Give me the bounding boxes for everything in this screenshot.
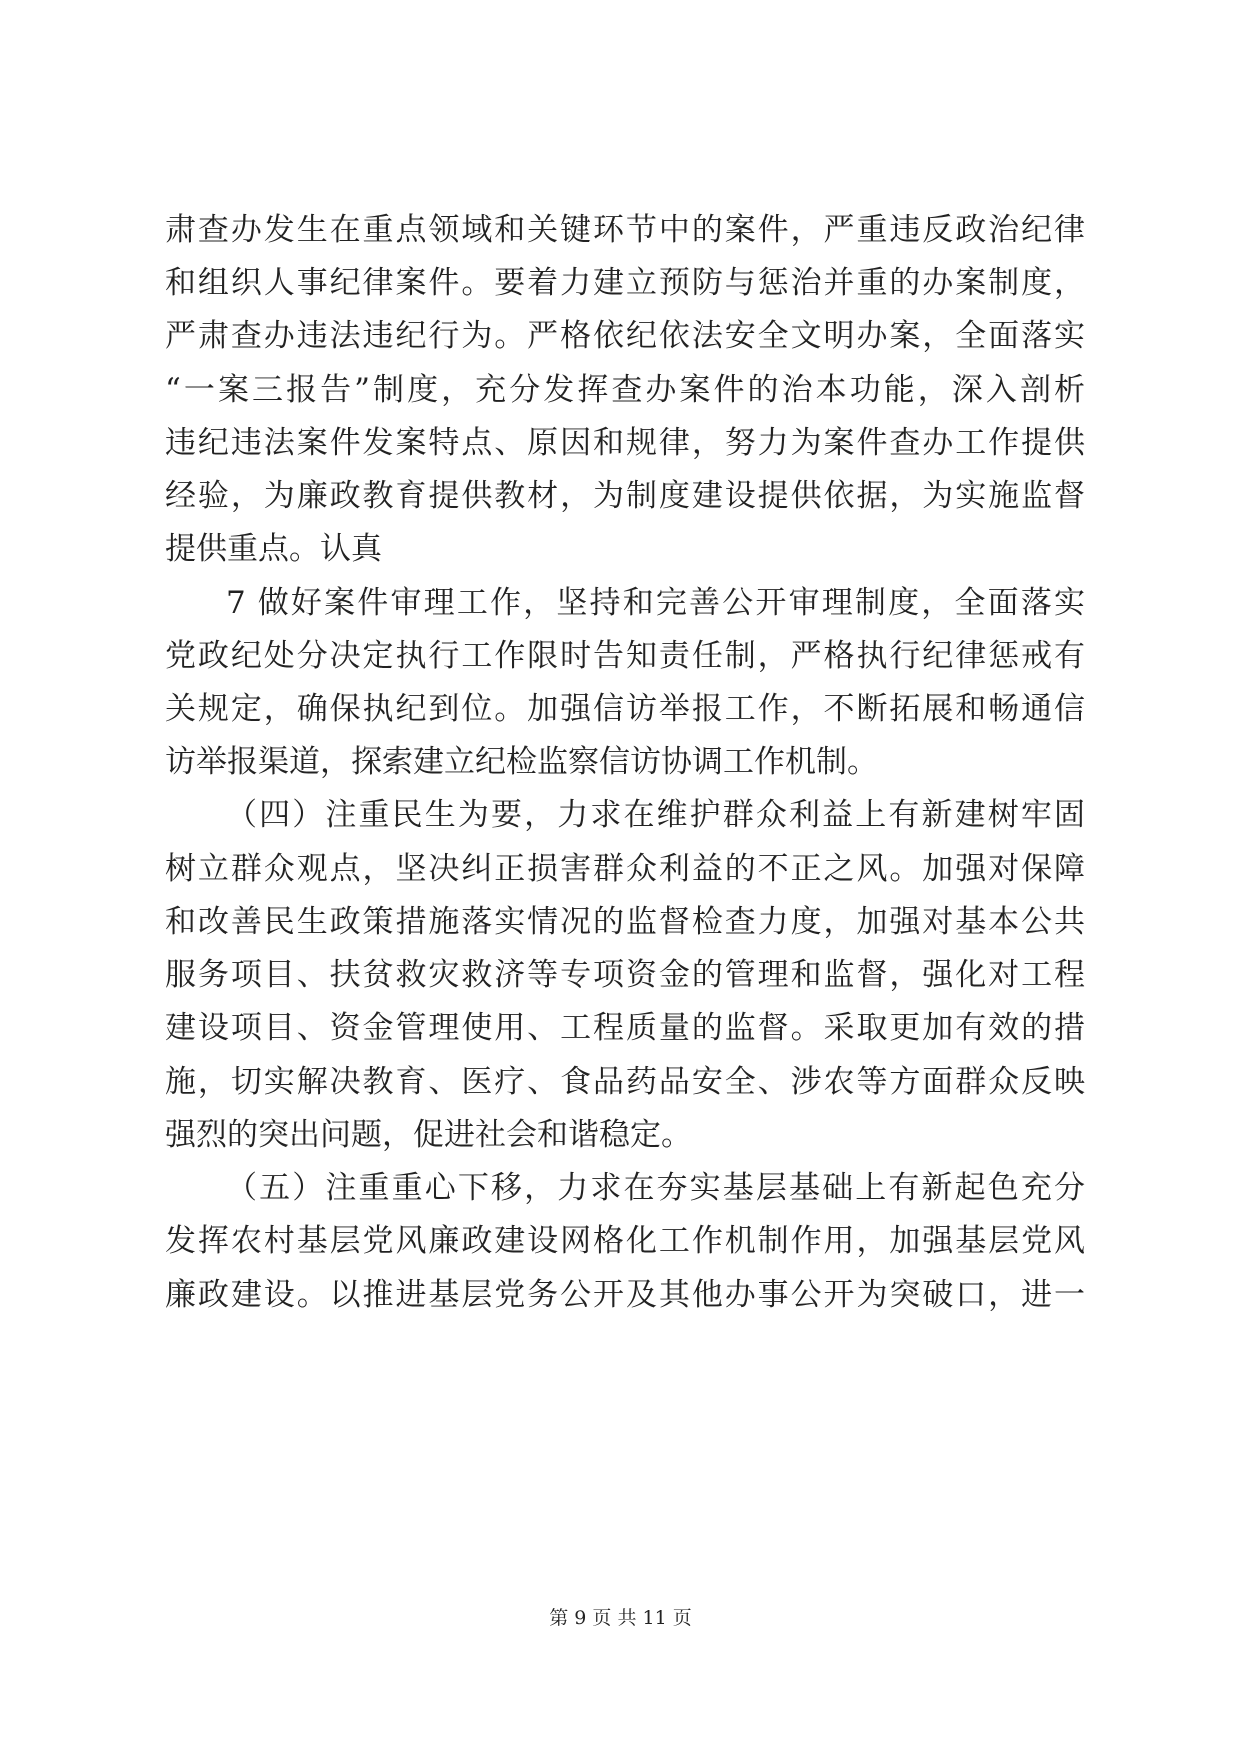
text-line-14: 和改善民生政策措施落实情况的监督检查力度，加强对基本公共 (165, 904, 1085, 940)
text-line-9: 党政纪处分决定执行工作限时告知责任制，严格执行纪律惩戒有 (165, 638, 1085, 674)
text-line-7: 提供重点。认真 (165, 531, 382, 567)
text-line-20: 发挥农村基层党风廉政建设网格化工作机制作用，加强基层党风 (165, 1223, 1085, 1259)
text-line-17: 施，切实解决教育、医疗、食品药品安全、涉农等方面群众反映 (165, 1064, 1085, 1100)
text-line-16: 建设项目、资金管理使用、工程质量的监督。采取更加有效的措 (165, 1010, 1085, 1046)
text-line-6: 经验，为廉政教育提供教材，为制度建设提供依据，为实施监督 (165, 478, 1085, 514)
text-line-19: （五）注重重心下移，力求在夯实基层基础上有新起色充分 (226, 1170, 1085, 1206)
text-line-18: 强烈的突出问题，促进社会和谐稳定。 (165, 1117, 692, 1153)
text-line-4: “一案三报告”制度，充分发挥查办案件的治本功能，深入剖析 (165, 372, 1085, 408)
text-line-3: 严肃查办违法违纪行为。严格依纪依法安全文明办案，全面落实 (165, 318, 1085, 354)
text-line-2: 和组织人事纪律案件。要着力建立预防与惩治并重的办案制度， (165, 265, 1085, 301)
text-line-5: 违纪违法案件发案特点、原因和规律，努力为案件查办工作提供 (165, 425, 1085, 461)
text-line-12: （四）注重民生为要，力求在维护群众利益上有新建树牢固 (226, 797, 1085, 833)
text-line-13: 树立群众观点，坚决纠正损害群众利益的不正之风。加强对保障 (165, 851, 1085, 887)
text-line-21: 廉政建设。以推进基层党务公开及其他办事公开为突破口，进一 (165, 1277, 1085, 1313)
text-line-1: 肃查办发生在重点领域和关键环节中的案件，严重违反政治纪律 (165, 212, 1085, 248)
text-line-11: 访举报渠道，探索建立纪检监察信访协调工作机制。 (165, 744, 878, 780)
text-line-10: 关规定，确保执纪到位。加强信访举报工作，不断拓展和畅通信 (165, 691, 1085, 727)
text-line-15: 服务项目、扶贫救灾救济等专项资金的管理和监督，强化对工程 (165, 957, 1085, 993)
page-number-footer: 第 9 页 共 11 页 (549, 1607, 692, 1629)
text-line-8: 7 做好案件审理工作，坚持和完善公开审理制度，全面落实 (226, 585, 1085, 621)
